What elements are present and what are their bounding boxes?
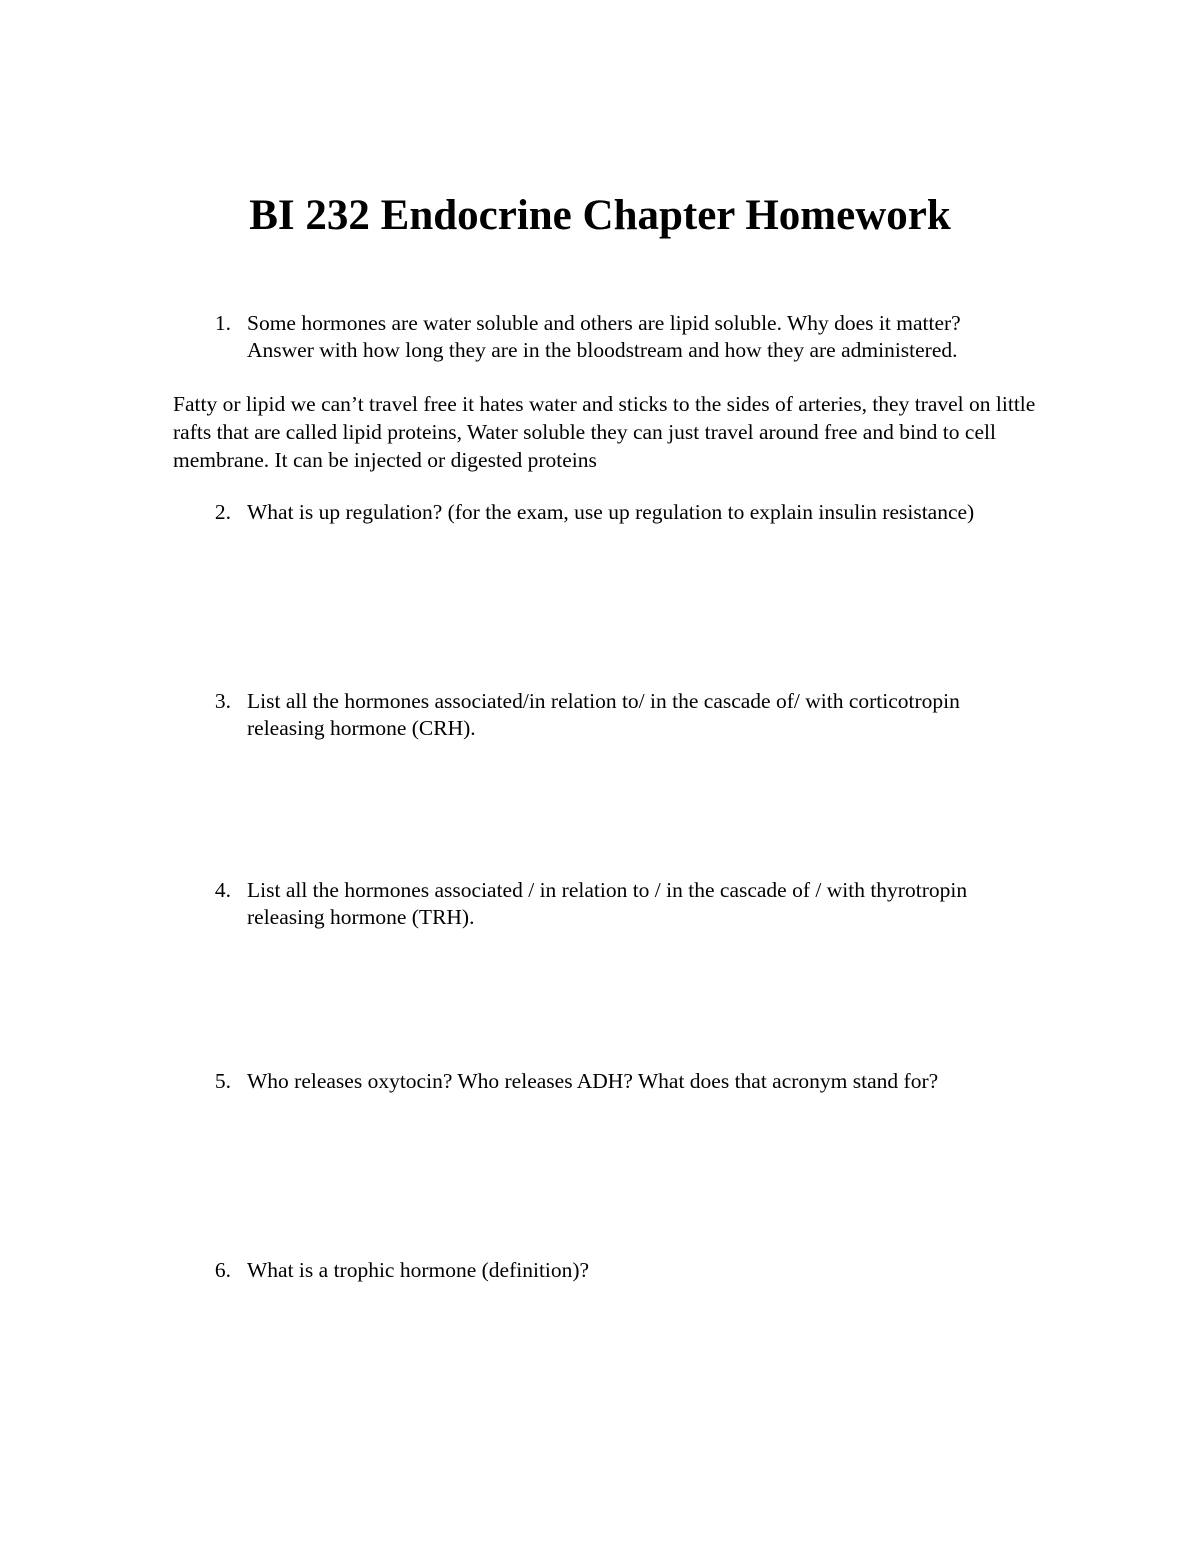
document-title: BI 232 Endocrine Chapter Homework <box>249 192 951 239</box>
answer-1-text: Fatty or lipid we can’t travel free it hates water and sticks to the sides of arteries, they travel on little rafts that are called lipid proteins, Water soluble they can just travel around free and bind to cell membrane. It can be injected or digested proteins <box>173 392 1036 472</box>
question-number: 6. <box>214 1258 231 1282</box>
question-text: Some hormones are water soluble and others are lipid soluble. Why does it matter? Answer with how long they are in the bloodstream and how they are administered. <box>247 311 961 362</box>
question-text: What is a trophic hormone (definition)? <box>247 1258 590 1282</box>
question-text: What is up regulation? (for the exam, use up regulation to explain insulin resistance) <box>247 500 975 524</box>
question-number: 4. <box>214 878 231 902</box>
question-number: 3. <box>214 689 231 713</box>
question-text: List all the hormones associated/in relation to/ in the cascade of/ with corticotropin releasing hormone (CRH). <box>247 689 960 740</box>
question-number: 1. <box>214 311 231 335</box>
question-text: Who releases oxytocin? Who releases ADH? What does that acronym stand for? <box>247 1069 939 1093</box>
question-number: 2. <box>214 500 231 524</box>
question-number: 5. <box>214 1069 231 1093</box>
question-text: List all the hormones associated / in relation to / in the cascade of / with thyrotropin releasing hormone (TRH). <box>247 878 968 929</box>
